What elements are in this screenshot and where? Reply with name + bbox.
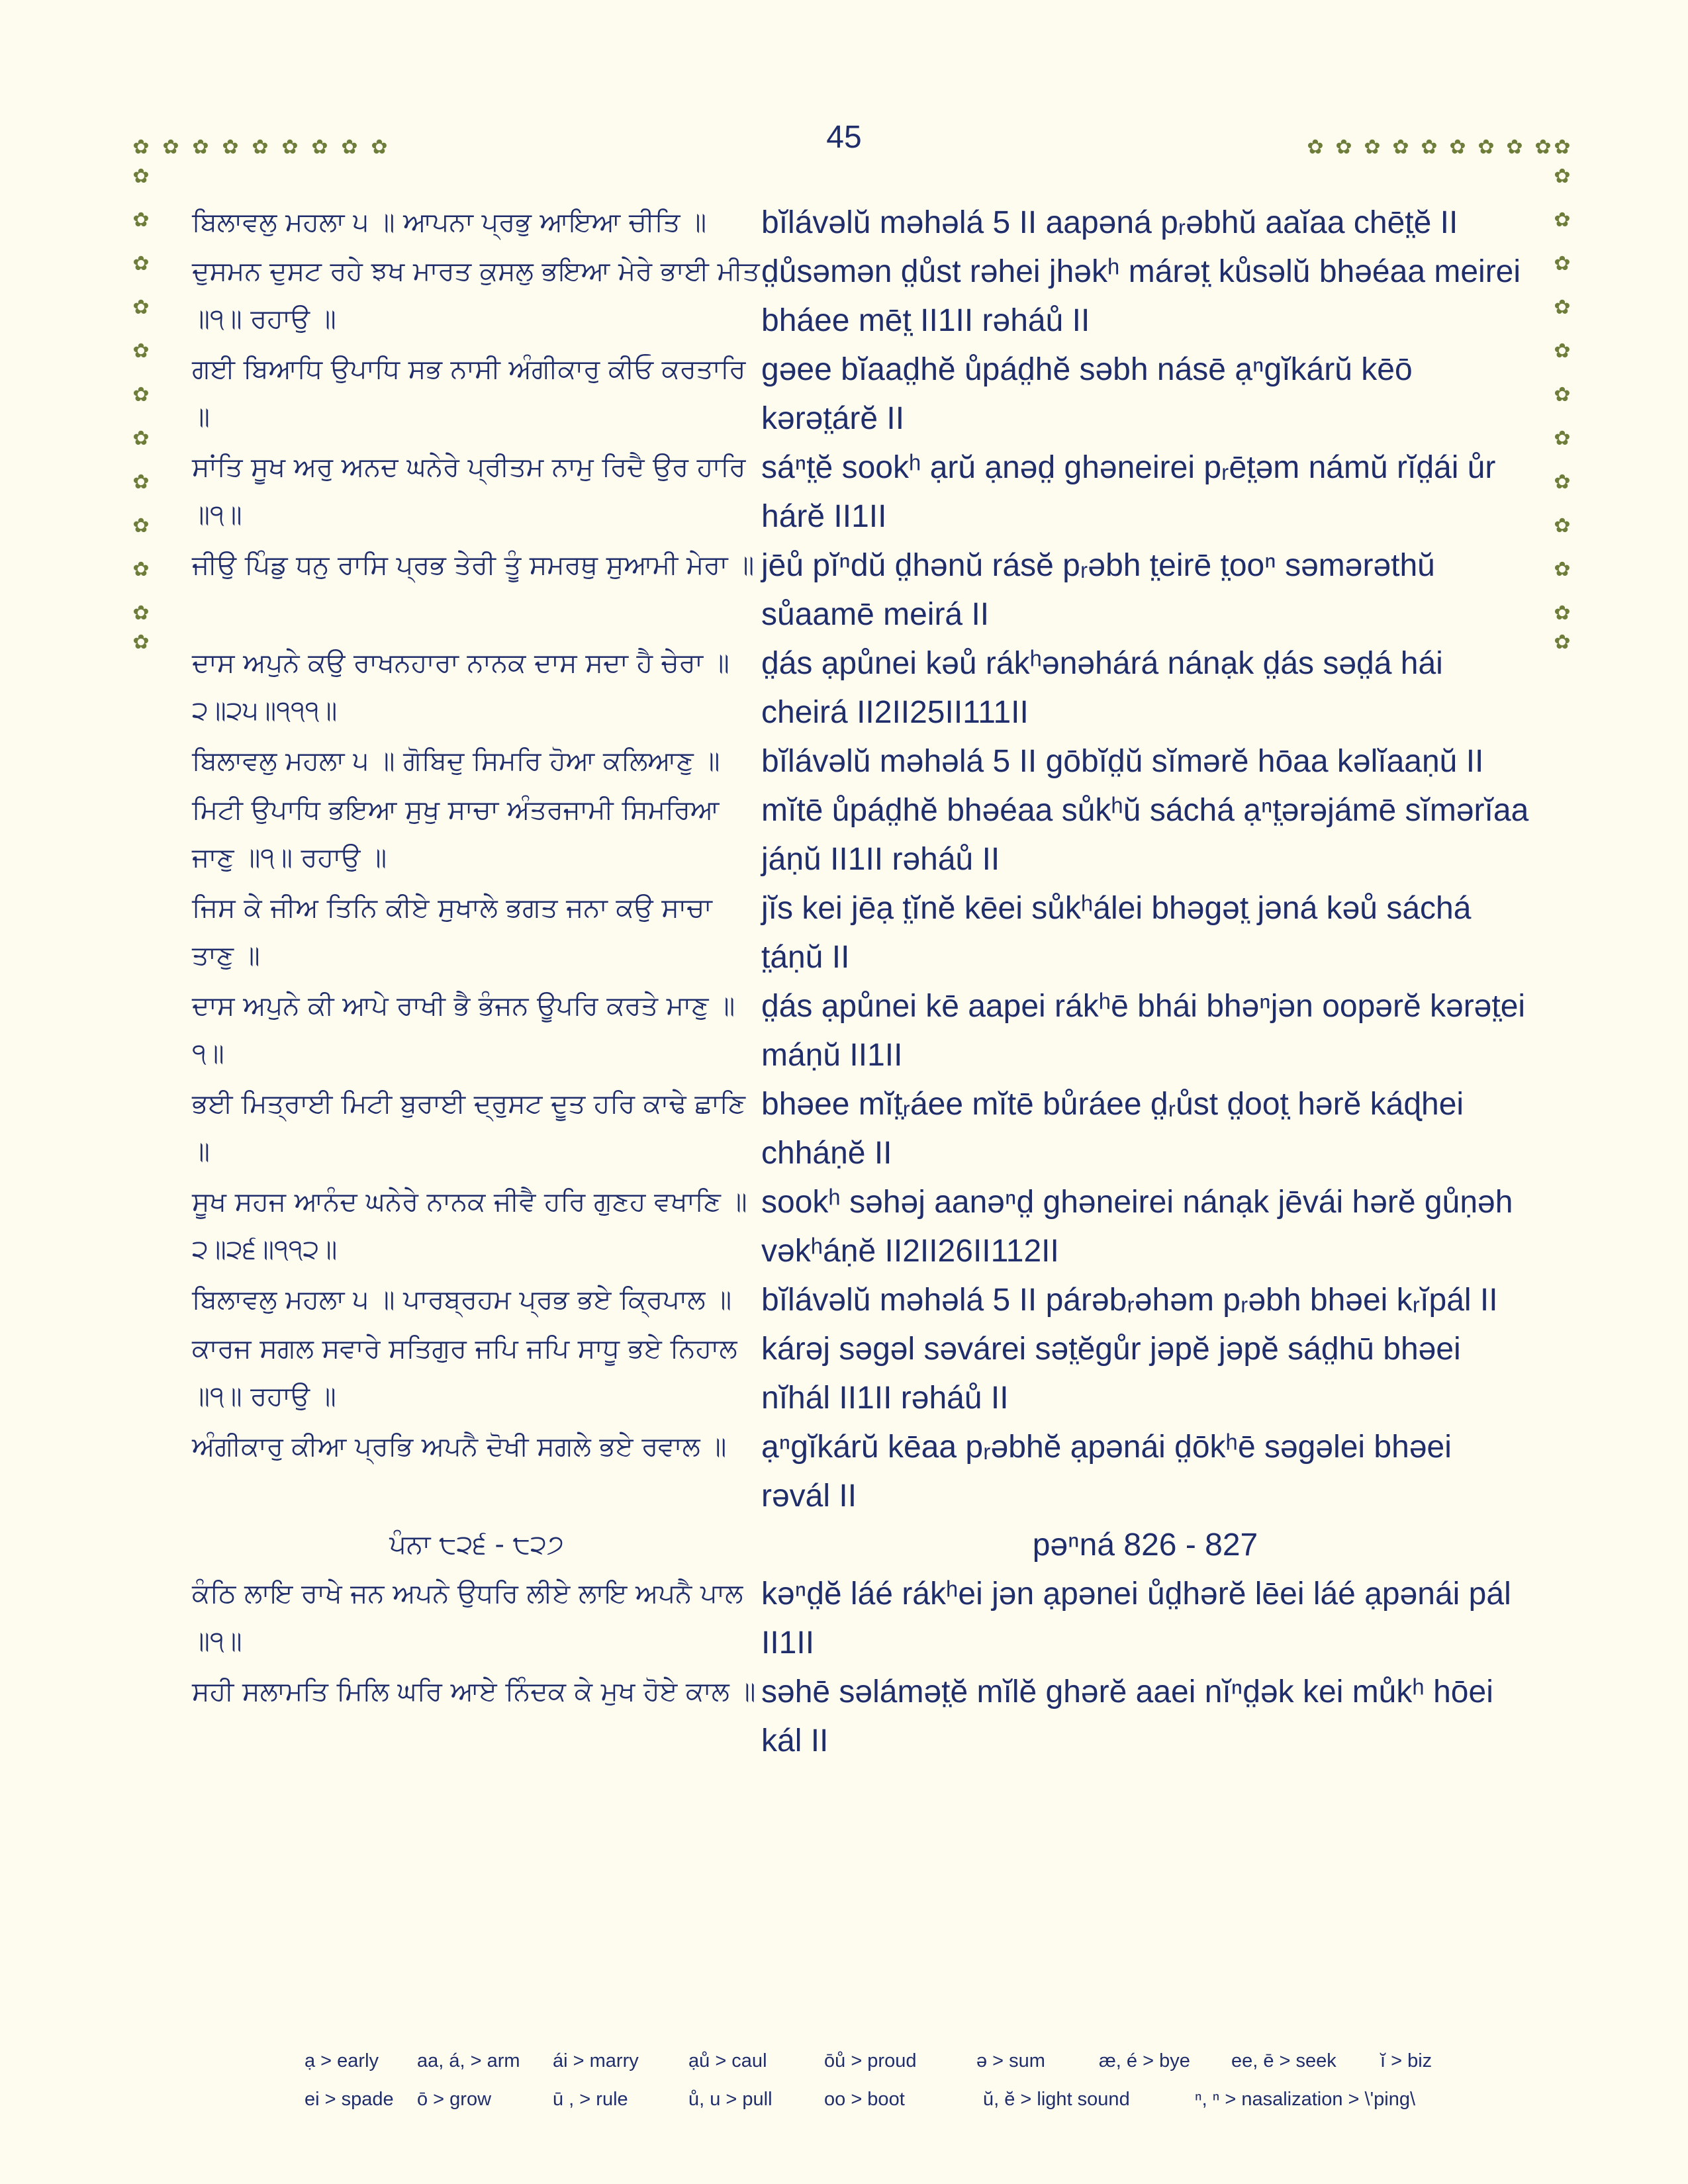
flower-icon: ✿	[252, 136, 269, 159]
page-reference-translit: pəⁿná 826 - 827	[1032, 1527, 1258, 1563]
legend-item: ạ > early	[305, 2050, 379, 2071]
transliteration-text: d̤ůsəmən d̤ůst rəhei jhəkʰ márət̤ kůsəlŭ bhəéaa meirei bháee mēt̤ II1II rəháů II	[761, 254, 1521, 338]
verse-row	[192, 1423, 1529, 1521]
verse-row	[192, 1276, 1529, 1325]
verse-row	[192, 1570, 1529, 1668]
flower-icon: ✿	[1534, 136, 1552, 159]
gurmukhi-text: ਜਿਸ ਕੇ ਜੀਅ ਤਿਨਿ ਕੀਏ ਸੁਖਾਲੇ ਭਗਤ ਜਨਾ ਕਉ ਸਾਚਾ ਤਾਣੁ ॥	[192, 893, 712, 971]
transliteration-text: bhəee mĭt̤ᵣáee mĭtē bůráee d̤ᵣůst d̤oot̤ hərĕ káɖhei chháṇĕ II	[761, 1087, 1464, 1171]
gurmukhi-text: ਬਿਲਾਵਲੁ ਮਹਲਾ ੫ ॥ ਪਾਰਬ੍ਰਹਮ ਪ੍ਰਭ ਭਏ ਕ੍ਰਿਪਾਲ ॥	[192, 1285, 732, 1315]
transliteration-text: sáⁿt̤ĕ sookʰ ạrŭ ạnəd̤ ghəneirei pᵣēt̤əm námŭ rĭd̤ái ůr hárĕ II1II	[761, 450, 1496, 534]
verse-row	[192, 199, 1529, 248]
flower-icon: ✿	[132, 427, 150, 450]
flower-icon: ✿	[132, 471, 150, 494]
gurmukhi-text: ਅੰਗੀਕਾਰੁ ਕੀਆ ਪ੍ਰਭਿ ਅਪਨੈ ਦੋਖੀ ਸਗਲੇ ਭਏ ਰਵਾਲ ॥	[192, 1432, 727, 1462]
legend-row	[305, 2080, 1496, 2118]
flower-icon: ✿	[1554, 252, 1571, 275]
flower-icon: ✿	[1554, 296, 1571, 319]
flower-icon: ✿	[1554, 383, 1571, 406]
flower-icon: ✿	[341, 136, 358, 159]
flower-icon: ✿	[281, 136, 299, 159]
verse-row	[192, 639, 1529, 737]
flower-icon: ✿	[132, 165, 150, 188]
legend-item: ō > grow	[417, 2088, 492, 2110]
legend-item: ái > marry	[553, 2050, 639, 2071]
flower-icon: ✿	[1554, 165, 1571, 188]
verse-row	[192, 982, 1529, 1080]
gurmukhi-text: ਗਈ ਬਿਆਧਿ ਉਪਾਧਿ ਸਭ ਨਾਸੀ ਅੰਗੀਕਾਰੁ ਕੀਓ ਕਰਤਾਰਿ ॥	[192, 354, 746, 432]
legend-item: ei > spade	[305, 2088, 394, 2110]
transliteration-text: bĭlávəlŭ məhəlá 5 II aapəná pᵣəbhŭ aaĭaa chēt̤ĕ II	[761, 205, 1458, 240]
flower-icon: ✿	[1364, 136, 1381, 159]
transliteration-text: bĭlávəlŭ məhəlá 5 II párəbᵣəhəm pᵣəbh bhəei kᵣĭpál II	[761, 1283, 1498, 1318]
flower-icon: ✿	[1554, 427, 1571, 450]
verse-row	[192, 1668, 1529, 1766]
page-reference-gurmukhi: ਪੰਨਾ ੮੨੬ - ੮੨੭	[389, 1529, 564, 1560]
gurmukhi-text: ਸਹੀ ਸਲਾਮਤਿ ਮਿਲਿ ਘਰਿ ਆਏ ਨਿੰਦਕ ਕੇ ਮੁਖ ਹੋਏ ਕਾਲ ॥	[192, 1676, 756, 1707]
transliteration-text: sookʰ səhəj aanəⁿd̤ ghəneirei nánạk jēvái hərĕ gůṇəh vəkʰáṇĕ II2II26II112II	[761, 1185, 1513, 1269]
verse-row	[192, 1325, 1529, 1423]
page-reference-row	[192, 1521, 1529, 1570]
legend-item: æ, é > bye	[1099, 2050, 1190, 2071]
transliteration-text: d̤ás ạpůnei kəů rákʰənəhárá nánạk d̤ás səd̤á hái cheirá II2II25II111II	[761, 646, 1443, 730]
flower-icon: ✿	[132, 136, 150, 159]
gurmukhi-text: ਦਾਸ ਅਪੁਨੇ ਕੀ ਆਪੇ ਰਾਖੀ ਭੈ ਭੰਜਨ ਊਪਰਿ ਕਰਤੇ ਮਾਣੁ ॥੧॥	[192, 991, 735, 1069]
flower-icon: ✿	[311, 136, 328, 159]
legend-item: ə > sum	[976, 2050, 1045, 2071]
transliteration-text: səhē səlámət̤ĕ mĭlĕ ghərĕ aaei nĭⁿd̤ək kei můkʰ hōei kál II	[761, 1674, 1493, 1758]
legend-item: oo > boot	[824, 2088, 905, 2110]
gurmukhi-text: ਬਿਲਾਵਲੁ ਮਹਲਾ ੫ ॥ ਆਪਨਾ ਪ੍ਰਭੁ ਆਇਆ ਚੀਤਿ ॥	[192, 207, 707, 238]
flower-icon: ✿	[1554, 514, 1571, 537]
legend-item: ū , > rule	[553, 2088, 628, 2110]
flower-icon: ✿	[1477, 136, 1495, 159]
flower-icon: ✿	[1554, 340, 1571, 363]
transliteration-text: ạⁿgĭkárŭ kēaa pᵣəbhĕ ạpənái d̤ōkʰē səgəlei bhəei rəvál II	[761, 1430, 1452, 1514]
transliteration-text: kárəj səgəl səvárei sət̤ĕgůr jəpĕ jəpĕ sád̤hū bhəei nĭhál II1II rəháů II	[761, 1332, 1461, 1416]
flower-icon: ✿	[1554, 136, 1571, 159]
flower-icon: ✿	[1307, 136, 1324, 159]
page-number: 45	[826, 120, 862, 155]
gurmukhi-text: ਦਾਸ ਅਪੁਨੇ ਕਉ ਰਾਖਨਹਾਰਾ ਨਾਨਕ ਦਾਸ ਸਦਾ ਹੈ ਚੇਰਾ ॥੨॥੨੫॥੧੧੧॥	[192, 648, 729, 726]
flower-icon: ✿	[1506, 136, 1523, 159]
gurmukhi-text: ਭਈ ਮਿਤ੍ਰਾਈ ਮਿਟੀ ਬੁਰਾਈ ਦ੍ਰੁਸਟ ਦੂਤ ਹਰਿ ਕਾਢੇ ਛਾਣਿ ॥	[192, 1089, 746, 1167]
gurmukhi-text: ਮਿਟੀ ਉਪਾਧਿ ਭਇਆ ਸੁਖੁ ਸਾਚਾ ਅੰਤਰਜਾਮੀ ਸਿਮਰਿਆ ਜਾਣੁ ॥੧॥ ਰਹਾਉ ॥	[192, 795, 720, 873]
legend-item: aa, á, > arm	[417, 2050, 520, 2071]
flower-icon: ✿	[1554, 631, 1571, 654]
flower-icon: ✿	[1554, 602, 1571, 625]
transliteration-text: kəⁿd̤ĕ láé rákʰei jən ạpənei ůd̤hərĕ lēei láé ạpənái pál II1II	[761, 1576, 1511, 1661]
flower-icon: ✿	[132, 631, 150, 654]
flower-icon: ✿	[1335, 136, 1352, 159]
legend-item: ee, ē > seek	[1231, 2050, 1336, 2071]
flower-icon: ✿	[162, 136, 179, 159]
gurmukhi-text: ਕਾਰਜ ਸਗਲ ਸਵਾਰੇ ਸਤਿਗੁਰ ਜਪਿ ਜਪਿ ਸਾਧੂ ਭਏ ਨਿਹਾਲ ॥੧॥ ਰਹਾਉ ॥	[192, 1334, 737, 1412]
transliteration-text: jĭs kei jēạ t̤ĭnĕ kēei sůkʰálei bhəgət̤ jəná kəů sáchá t̤áṇŭ II	[761, 891, 1472, 975]
verse-row	[192, 737, 1529, 786]
gurmukhi-text: ਕੰਠਿ ਲਾਇ ਰਾਖੇ ਜਨ ਅਪਨੇ ਉਧਰਿ ਲੀਏ ਲਾਇ ਅਪਨੈ ਪਾਲ ॥੧॥	[192, 1578, 743, 1657]
flower-icon: ✿	[192, 136, 209, 159]
gurmukhi-text: ਬਿਲਾਵਲੁ ਮਹਲਾ ੫ ॥ ਗੋਬਿਦੁ ਸਿਮਰਿ ਹੋਆ ਕਲਿਆਣੁ ॥	[192, 746, 720, 776]
verse-row	[192, 443, 1529, 541]
flower-icon: ✿	[132, 558, 150, 581]
legend-item: ĭ > biz	[1380, 2050, 1432, 2071]
gurmukhi-text: ਜੀਉ ਪਿੰਡੁ ਧਨੁ ਰਾਸਿ ਪ੍ਰਭ ਤੇਰੀ ਤੂੰ ਸਮਰਥੁ ਸੁਆਮੀ ਮੇਰਾ ॥	[192, 550, 755, 580]
verse-row	[192, 1080, 1529, 1178]
verse-row	[192, 884, 1529, 982]
transliteration-text: bĭlávəlŭ məhəlá 5 II gōbĭd̤ŭ sĭmərĕ hōaa kəlĭaaṇŭ II	[761, 744, 1484, 779]
flower-icon: ✿	[1449, 136, 1466, 159]
flower-icon: ✿	[1554, 471, 1571, 494]
flower-icon: ✿	[1392, 136, 1409, 159]
flower-icon: ✿	[132, 383, 150, 406]
transliteration-text: d̤ás ạpůnei kē aapei rákʰē bhái bhəⁿjən oopərĕ kərət̤ei máṇŭ II1II	[761, 989, 1526, 1073]
transliteration-text: gəee bĭaad̤hĕ ůpád̤hĕ səbh násē ạⁿgĭkárŭ kēō kərət̤árĕ II	[761, 352, 1413, 436]
flower-icon: ✿	[132, 296, 150, 319]
flower-icon: ✿	[132, 208, 150, 232]
legend-item: ⁿ, ⁿ > nasalization > \'ping\	[1195, 2088, 1416, 2110]
flower-icon: ✿	[1421, 136, 1438, 159]
pronunciation-legend	[305, 2042, 1496, 2118]
flower-icon: ✿	[132, 602, 150, 625]
flower-icon: ✿	[222, 136, 239, 159]
gurmukhi-text: ਸਾਂਤਿ ਸੂਖ ਅਰੁ ਅਨਦ ਘਨੇਰੇ ਪ੍ਰੀਤਮ ਨਾਮੁ ਰਿਦੈ ਉਰ ਹਾਰਿ ॥੧॥	[192, 452, 746, 530]
legend-item: ŭ, ĕ > light sound	[983, 2088, 1130, 2110]
flower-icon: ✿	[1554, 558, 1571, 581]
flower-icon: ✿	[371, 136, 388, 159]
verse-row	[192, 541, 1529, 639]
transliteration-text: mĭtē ůpád̤hĕ bhəéaa sůkʰŭ sáchá ạⁿt̤ərəjámē sĭmərĭaa jáṇŭ II1II rəháů II	[761, 793, 1529, 877]
legend-item: ů, u > pull	[688, 2088, 773, 2110]
verse-row	[192, 1178, 1529, 1276]
flower-icon: ✿	[132, 340, 150, 363]
verse-row	[192, 248, 1529, 345]
gurmukhi-text: ਸੂਖ ਸਹਜ ਆਨੰਦ ਘਨੇਰੇ ਨਾਨਕ ਜੀਵੈ ਹਰਿ ਗੁਣਹ ਵਖਾਣਿ ॥੨॥੨੬॥੧੧੨॥	[192, 1187, 747, 1265]
transliteration-text: jēů pĭⁿdŭ d̤hənŭ rásĕ pᵣəbh t̤eirē t̤ooⁿ səmərəthŭ sůaamē meirá II	[761, 548, 1435, 632]
legend-item: ạů > caul	[688, 2050, 767, 2071]
verse-table	[192, 199, 1529, 1766]
flower-icon: ✿	[1554, 208, 1571, 232]
verse-row	[192, 345, 1529, 443]
gurmukhi-text: ਦੁਸਮਨ ਦੁਸਟ ਰਹੇ ਝਖ ਮਾਰਤ ਕੁਸਲੁ ਭਇਆ ਮੇਰੇ ਭਾਈ ਮੀਤ ॥੧॥ ਰਹਾਉ ॥	[192, 256, 760, 334]
legend-row	[305, 2042, 1496, 2080]
legend-item: ōů > proud	[824, 2050, 917, 2071]
flower-icon: ✿	[132, 514, 150, 537]
verse-row	[192, 786, 1529, 884]
flower-icon: ✿	[132, 252, 150, 275]
